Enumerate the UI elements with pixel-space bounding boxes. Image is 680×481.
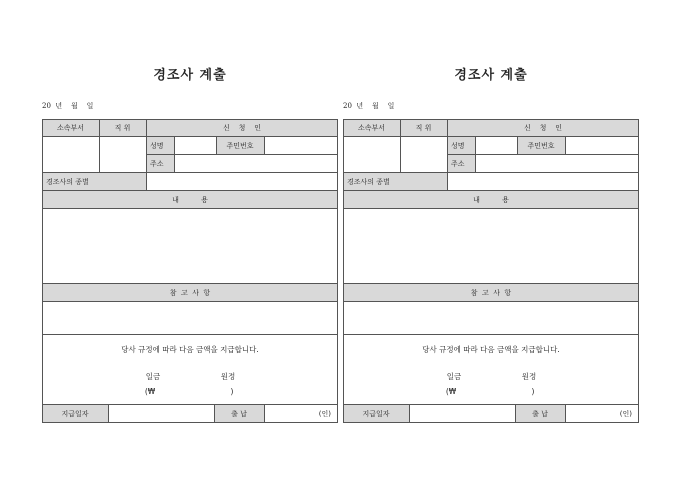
form-right	[343, 0, 639, 481]
date-line: 20 년 월 일	[42, 102, 94, 110]
currency-open: (₩	[144, 387, 156, 396]
position-label: 직 위	[114, 124, 131, 132]
content-label: 내 용	[473, 195, 509, 204]
pay-date-field[interactable]	[109, 405, 214, 422]
resident-no-field[interactable]	[566, 137, 638, 154]
form-title: 경조사 계출	[454, 68, 528, 83]
address-label: 주소	[451, 159, 465, 168]
position-label: 직 위	[415, 124, 432, 132]
address-field[interactable]	[476, 155, 638, 172]
dept-label: 소속부서	[357, 124, 386, 132]
amount-unit: 원정	[220, 372, 236, 381]
address-field[interactable]	[175, 155, 337, 172]
name-label: 성명	[451, 141, 465, 150]
position-field[interactable]	[100, 137, 146, 172]
position-field[interactable]	[401, 137, 447, 172]
resident-no-label: 주민번호	[226, 141, 254, 150]
name-field[interactable]	[175, 137, 216, 154]
resident-no-label: 주민번호	[527, 141, 555, 150]
remarks-label: 참 고 사 항	[169, 288, 211, 297]
pay-date-label: 지급일자	[61, 409, 89, 418]
seal-mark[interactable]: (인)	[318, 409, 331, 418]
event-type-label: 경조사의 종별	[46, 177, 89, 186]
cashier-label: 출 납	[532, 409, 548, 418]
content-field[interactable]	[344, 209, 638, 283]
payment-statement: 당사 규정에 따라 다음 금액을 지급합니다.	[422, 345, 560, 354]
applicant-label: 신 청 인	[222, 124, 262, 132]
remarks-field[interactable]	[344, 302, 638, 334]
content-field[interactable]	[43, 209, 337, 283]
content-label: 내 용	[172, 195, 208, 204]
dept-label: 소속부서	[56, 124, 85, 132]
address-label: 주소	[150, 159, 164, 168]
remarks-label: 참 고 사 항	[470, 288, 512, 297]
form-left	[42, 0, 338, 481]
name-field[interactable]	[476, 137, 517, 154]
currency-open: (₩	[445, 387, 457, 396]
remarks-field[interactable]	[43, 302, 337, 334]
seal-mark[interactable]: (인)	[619, 409, 632, 418]
pay-date-field[interactable]	[410, 405, 515, 422]
dept-field[interactable]	[344, 137, 400, 172]
amount-label: 일금	[145, 372, 161, 381]
payment-statement: 당사 규정에 따라 다음 금액을 지급합니다.	[121, 345, 259, 354]
event-type-field[interactable]	[147, 173, 337, 190]
event-type-label: 경조사의 종별	[347, 177, 390, 186]
resident-no-field[interactable]	[265, 137, 337, 154]
applicant-label: 신 청 인	[523, 124, 563, 132]
date-line: 20 년 월 일	[343, 102, 395, 110]
name-label: 성명	[150, 141, 164, 150]
dept-field[interactable]	[43, 137, 99, 172]
form-title: 경조사 계출	[153, 68, 227, 83]
pay-date-label: 지급일자	[362, 409, 390, 418]
amount-label: 일금	[446, 372, 462, 381]
currency-close: )	[531, 387, 535, 396]
cashier-label: 출 납	[231, 409, 247, 418]
event-type-field[interactable]	[448, 173, 638, 190]
amount-unit: 원정	[521, 372, 537, 381]
currency-close: )	[230, 387, 234, 396]
